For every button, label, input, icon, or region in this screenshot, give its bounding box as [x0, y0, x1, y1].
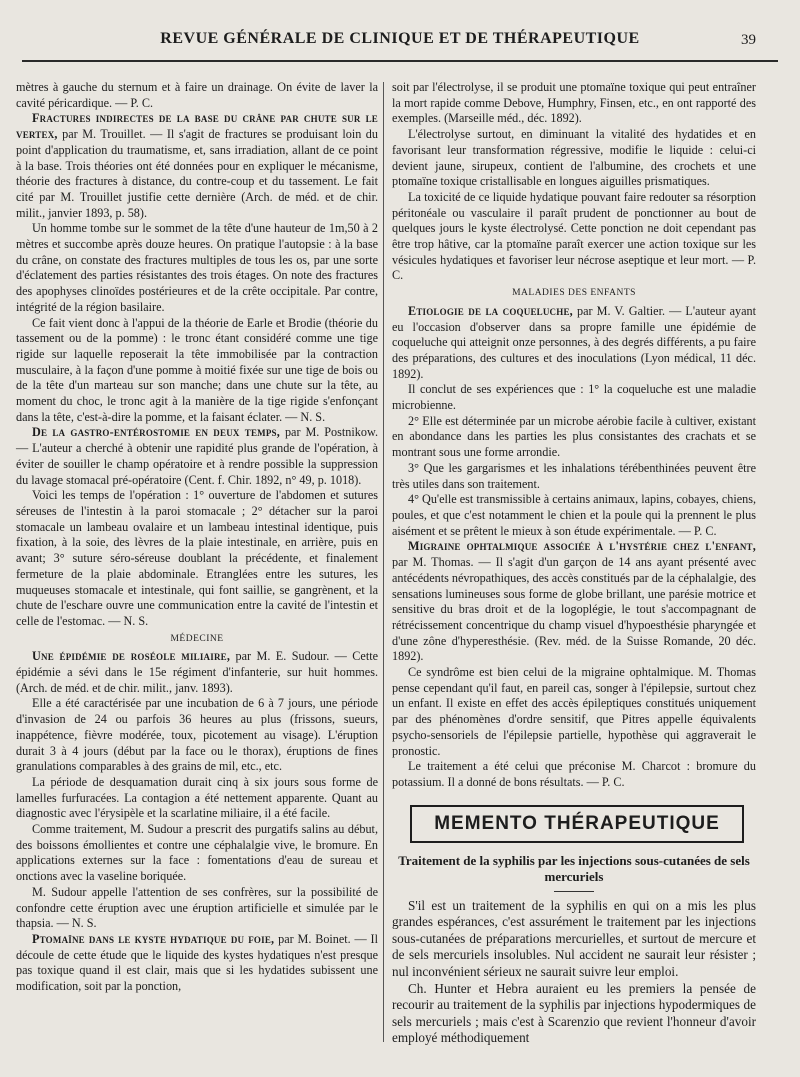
paragraph-text: soit par l'électrolyse, il se produit une ptomaïne toxique qui peut entraîner la mort rapide comme Debove, Humphry, Finsen, etc., en ont rapporté des exemples. (Marseille méd., déc. 1892). — [392, 80, 756, 126]
right-column — [392, 80, 756, 1047]
body-paragraph — [16, 316, 378, 426]
paragraph-text: Comme traitement, M. Sudour a prescrit des purgatifs salins au début, des boissons émollientes et contre une céphalalgie vive, le bromure. En applications externes sur la face : fomentations d'eau de sureau et onctions avec la vaseline boriquée. — [16, 822, 378, 884]
paragraph-text: par M. V. Galtier. — L'auteur ayant eu l'occasion d'observer dans sa propre famille une épidémie de coqueluche qui atteignit onze personnes, à des degrés différents, a pu faire des préparations, des cultures et des inoculations (Lyon médical, 11 déc. 1892). — [392, 303, 756, 381]
paragraph-text: Ce fait vient donc à l'appui de la théorie de Earle et Brodie (théorie du tassement ou de la pomme) : le tronc étant considéré comme une tige rigide sur laquelle reposerait la tête immobilisée par la contraction musculaire, à la façon d'une pomme à moitié fixée sur une tige de bois ou de la tête d'un marteau sur son manche; dans une chute sur la tête, au moment du choc, le tronc agit à la manière de la tige rigide s'enfonçant dans la tête, c'est-à-dire la pomme, et la faisant éclater. — N. S. — [16, 315, 378, 424]
paragraph-text: par M. Trouillet. — Il s'agit de fractures se produisant loin du point d'application du traumatisme, et, sans irradiation, allant de ce point à la base. Trois théories ont été données pour en expliquer le mécanisme, théorie des fractures à distance, du contre-coup et du tassement. Le fait cité par M. Trouillet justifie cette dernière (Arch. de méd. et de chir. milit., janvier 1893, p. 58). — [16, 127, 378, 220]
paragraph-text: par M. Boinet. — Il découle de cette étude que le liquide des kystes hydatiques n'est presque pas toxique quand il est clair, mais que si les hydatides subissent une modification, soit par la ponction, — [16, 931, 378, 994]
article-heading: Etiologie de la coqueluche, — [408, 303, 573, 318]
body-paragraph — [392, 665, 756, 759]
article-paragraph — [16, 111, 378, 221]
article-paragraph — [16, 932, 378, 995]
body-paragraph — [392, 492, 756, 539]
article-paragraph — [16, 649, 378, 696]
section-heading: MÉDECINE — [170, 633, 224, 644]
body-paragraph — [16, 696, 378, 775]
body-paragraph — [16, 488, 378, 629]
article-heading: De la gastro-entérostomie en deux temps, — [32, 425, 280, 440]
body-paragraph — [16, 775, 378, 822]
memento-paragraph: Ch. Hunter et Hebra auraient eu les premiers la pensée de recourir au traitement de la syphilis par injections hypodermiques de sels mercuriels ; mais c'est à Scarenzio que revient l'honneur d'avoir employé méthodiquement — [392, 980, 756, 1046]
paragraph-text: La période de desquamation durait cinq à six jours sous forme de lamelles furfuracées. La contagion a été nettement apparente. Quant au diagnostic avec l'érysipèle et la scarlatine miliaire, il a été facile. — [16, 774, 378, 821]
paragraph-text: La toxicité de ce liquide hydatique pouvant faire redouter sa résorption péritonéale ou vasculaire il paraît prudent de ponctionner au bout de quelques jours le kyste électrolysé. Cette ponction ne doit cependant pas être trop hâtive, car la ptomaïne paraît exercer une action toxique sur les vésicules hydatiques et favoriser leur nécrose aseptique et leur mort. — P. C. — [392, 189, 756, 283]
body-paragraph — [16, 885, 378, 932]
paragraph-text: Un homme tombe sur le sommet de la tête d'une hauteur de 1m,50 à 2 mètres et succombe après douze heures. On pratique l'autopsie : à la base du crâne, on constate des fractures multiples de tous les os, par une sorte d'éclatement des parties résistantes des trois étages. On note des fractures des apophyses clinoïdes postérieures et de la crête occipitale. Par contre, intégrité de la région basilaire. — [16, 221, 378, 314]
paragraph-text: L'électrolyse surtout, en diminuant la vitalité des hydatides et en favorisant leur transformation régressive, modifie le liquide : celui-ci devient jaune, sirupeux, contient de l'albumine, des crochets et une ptomaïne toxique cristallisable en longues aiguilles prismatiques. — [392, 127, 756, 189]
paragraph-text: 4° Qu'elle est transmissible à certains animaux, lapins, cobayes, chiens, poules, et que c'est notamment le chien et la poule qui la prennent le plus aisément et se prêtent le mieux à son étude expérimentale. — P. C. — [392, 492, 756, 538]
paragraph-text: 2° Elle est déterminée par un microbe aérobie facile à cultiver, existant en abondance dans les parties les plus consistantes des crachats et se montrant sous une forme arrondie. — [392, 413, 756, 460]
memento-title-box — [410, 805, 744, 843]
paragraph-text: mètres à gauche du sternum et à faire un drainage. On évite de laver la cavité péricardique. — P. C. — [16, 80, 378, 110]
article-heading: Migraine ophtalmique associée à l'hystérie chez l'enfant, — [408, 539, 756, 554]
paragraph-text: Le traitement a été celui que préconise M. Charcot : bromure du potassium. Il a donné de bons résultats. — P. C. — [392, 759, 756, 789]
paragraph-text: Voici les temps de l'opération : 1° ouverture de l'abdomen et sutures séreuses de l'intestin à la paroi stomacale ; 2° détacher sur la paroi stomacale un lambeau ovalaire et un lambeau intestinal identique, puis fixation, à la soie, des lèvres de la plaie intestinale, en arrière, puis en avant; 3° suture séro-séreuse doublant la précédente, et finalement fermeture de la plaie abdominale. Etranglées entre les sutures, les muqueuses stomacale et intestinale, qui font saillie, se gangrènent, et la chute de l'eschare ouvre une communication entre la cavité de l'intestin et celle de l'estomac. — N. S. — [16, 488, 378, 628]
article-heading: Fractures indirectes de la base du crâne par chute sur le vertex, — [16, 111, 378, 142]
paragraph-text: M. Sudour appelle l'attention de ses confrères, sur la possibilité de confondre cette éruption avec une éruption artificielle et simulée par le thapsia. — N. S. — [16, 884, 378, 931]
article-paragraph — [392, 539, 756, 665]
body-paragraph — [392, 190, 756, 284]
subtitle-rule — [554, 891, 594, 892]
paragraph-text: Elle a été caractérisée par une incubation de 6 à 7 jours, une période d'invasion de 24 ou parfois 36 heures au plus (frissons, sueurs, inappétence, fièvre modérée, toux, picotement au visage). L'éruption durait 3 à 4 jours (début par la face ou le thorax), éruptions de fines granulations comparables à des grains de mil, etc., etc. — [16, 696, 378, 774]
left-column — [16, 80, 378, 995]
body-paragraph — [392, 414, 756, 461]
page-number: 39 — [741, 32, 756, 48]
body-paragraph — [16, 221, 378, 315]
memento-paragraph: S'il est un traitement de la syphilis en qui on a mis les plus grandes espérances, c'est assurément le traitement par les injections sous-cutanées de préparations mercurielles, et surtout de mercure et de sels mercuriels insolubles. Nul accident ne saurait leur résister ; nul inconvénient sérieux ne saurait suivre leur emploi. — [392, 897, 756, 980]
body-paragraph — [392, 80, 756, 127]
running-title: REVUE GÉNÉRALE DE CLINIQUE ET DE THÉRAPEUTIQUE — [160, 30, 640, 47]
body-paragraph — [392, 759, 756, 790]
article-heading: Ptomaïne dans le kyste hydatique du foie, — [32, 931, 275, 946]
body-paragraph — [16, 822, 378, 885]
body-paragraph — [392, 461, 756, 492]
section-heading: MALADIES DES ENFANTS — [512, 288, 636, 299]
paragraph-text: par M. Postnikow. — L'auteur a cherché à obtenir une rapidité plus grande de l'opération, à éviter de souiller le champ opératoire et à rendre possible la suppression du lavage stomacal pré-opératoire (Cent. f. Chir. 1892, n° 49, p. 1018). — [16, 425, 378, 487]
paragraph-text: Il conclut de ses expériences que : 1° la coqueluche est une maladie microbienne. — [392, 382, 756, 413]
body-paragraph — [16, 80, 378, 111]
article-paragraph — [392, 304, 756, 383]
column-divider — [383, 82, 384, 1042]
right-column-articles — [392, 80, 756, 791]
paragraph-text: par M. E. Sudour. — Cette épidémie a sévi dans le 15e régiment d'infanterie, sur huit hommes. (Arch. de méd. et de chir. milit., janv. 1893). — [16, 649, 379, 695]
article-paragraph — [16, 425, 378, 488]
header-rule — [22, 60, 778, 62]
body-paragraph — [392, 127, 756, 190]
paragraph-text: Ce syndrôme est bien celui de la migraine ophtalmique. M. Thomas pense cependant qu'il faut, en pareil cas, songer à l'épilepsie, surtout chez un enfant. Il existe en effet des accès épileptiques constitués uniquement par des phénomènes d'ordre sensitif, que Pitres appelle équivalents psycho-sensoriels de l'épilepsie partielle, hypothèse qui aggraverait le pronostic. — [392, 665, 756, 758]
paragraph-text: 3° Que les gargarismes et les inhalations térébenthinées peuvent être très utiles dans son traitement. — [392, 460, 756, 491]
article-heading: Une épidémie de roséole miliaire, — [32, 649, 231, 664]
body-paragraph — [392, 382, 756, 413]
memento-subtitle: Traitement de la syphilis par les injections sous-cutanées de sels mercuriels — [398, 852, 750, 884]
paragraph-text: par M. Thomas. — Il s'agit d'un garçon de 14 ans ayant présenté avec antécédents névropathiques, des accès constitués par de la céphalalgie, des sensations lumineuses sous forme de globe brillant, une parésie motrice et sensitive du bras droit et de la logoplégie, le tout s'accompagnant de rétrécissement concentrique du champ visuel d'hypoesthésie pharyngée et d'une zône d'hyperesthésie. (Rev. méd. de la Suisse Romande, 20 déc. 1892). — [392, 555, 756, 664]
memento-title: MEMENTO THÉRAPEUTIQUE — [434, 812, 720, 834]
